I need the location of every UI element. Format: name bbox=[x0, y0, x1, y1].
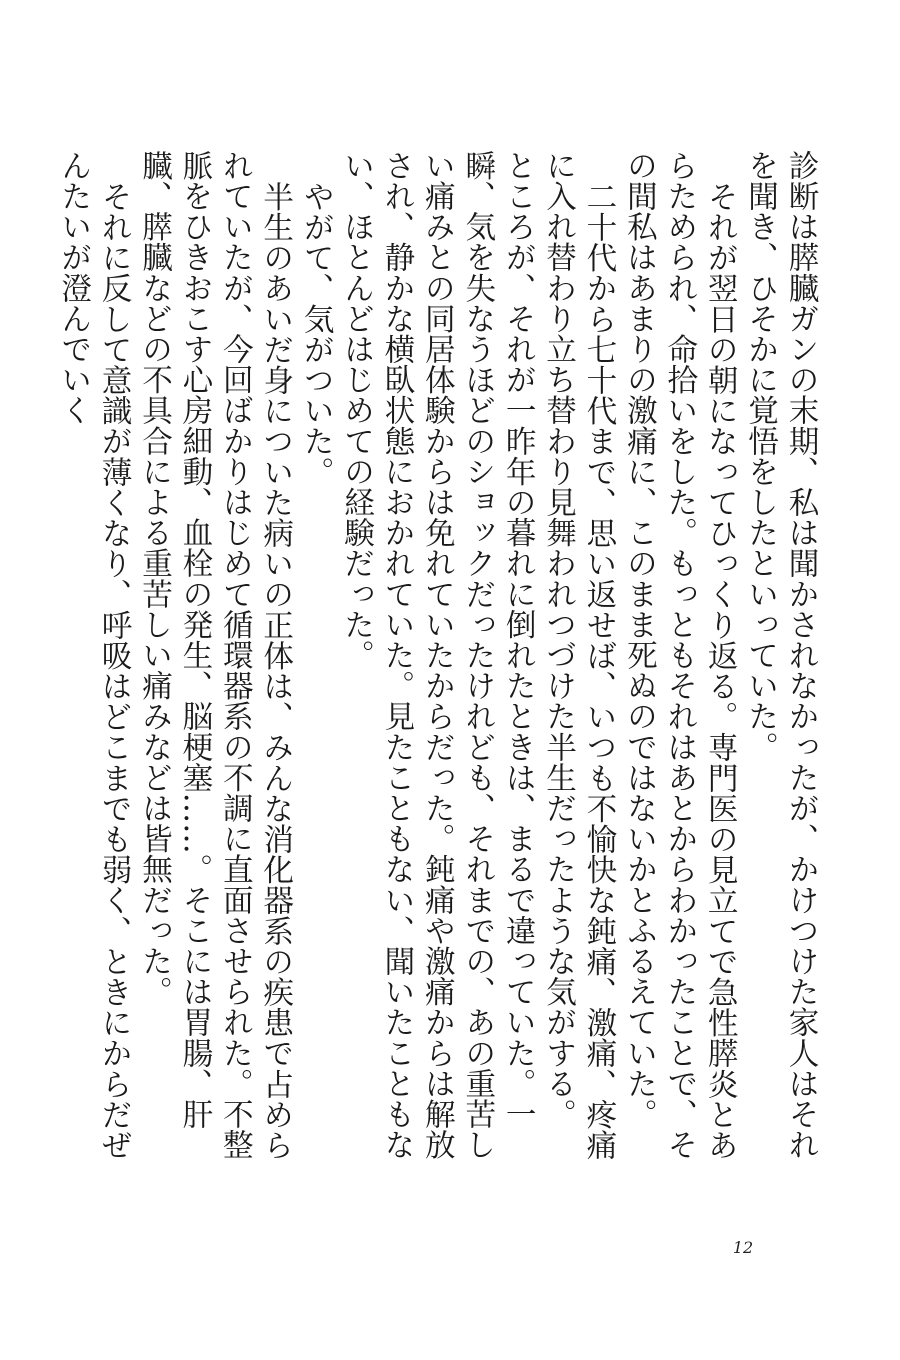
paragraph-7: それに反して意識が薄くなり、呼吸はどこまでも弱く、ときにからだぜんたいが澄んでいく bbox=[55, 150, 132, 1160]
paragraph-6: 半生のあいだ身についた病いの正体は、みんな消化器系の疾患で占められていたが、今回ばかりはじめて循環器系の不調に直面させられた。不整脈をひきおこす心房細動、血栓の発生、脳梗塞……。そこには胃腸、肝臓、膵臓などの不具合による重苦しい痛みなどは皆無だった。 bbox=[136, 150, 293, 1160]
paragraph-1: 診断は膵臓ガンの末期、私は聞かされなかったが、かけつけた家人はそれを聞き、ひそかに覚悟をしたといっていた。 bbox=[742, 150, 818, 1160]
paragraph-2: それが翌日の朝になってひっくり返る。専門医の見立てで急性膵炎とあらためられ、命拾いをした。もっともそれはあとからわかったことで、その間私はあまりの激痛に、このまま死ぬのではないかとふるえていた。 bbox=[621, 150, 738, 1160]
paragraph-3: 二十代から七十代まで、思い返せば、いつも不愉快な鈍痛、激痛、疼痛に入れ替わり立ち替わり見舞われつづけた半生だったような気がする。 bbox=[540, 150, 616, 1160]
page-number: 12 bbox=[732, 1238, 754, 1257]
paragraph-4: ところが、それが一昨年の暮れに倒れたときは、まるで違っていた。一瞬、気を失なうほどのショックだったけれども、それまでの、あの重苦しい痛みとの同居体験からは免れていたからだった。鈍痛や激痛からは解放され、静かな横臥状態におかれていた。見たこともない、聞いたこともない、ほとんどはじめての経験だった。 bbox=[338, 150, 536, 1160]
vertical-text-body bbox=[52, 150, 820, 1190]
paragraph-5: やがて、気がついた。 bbox=[298, 180, 334, 487]
